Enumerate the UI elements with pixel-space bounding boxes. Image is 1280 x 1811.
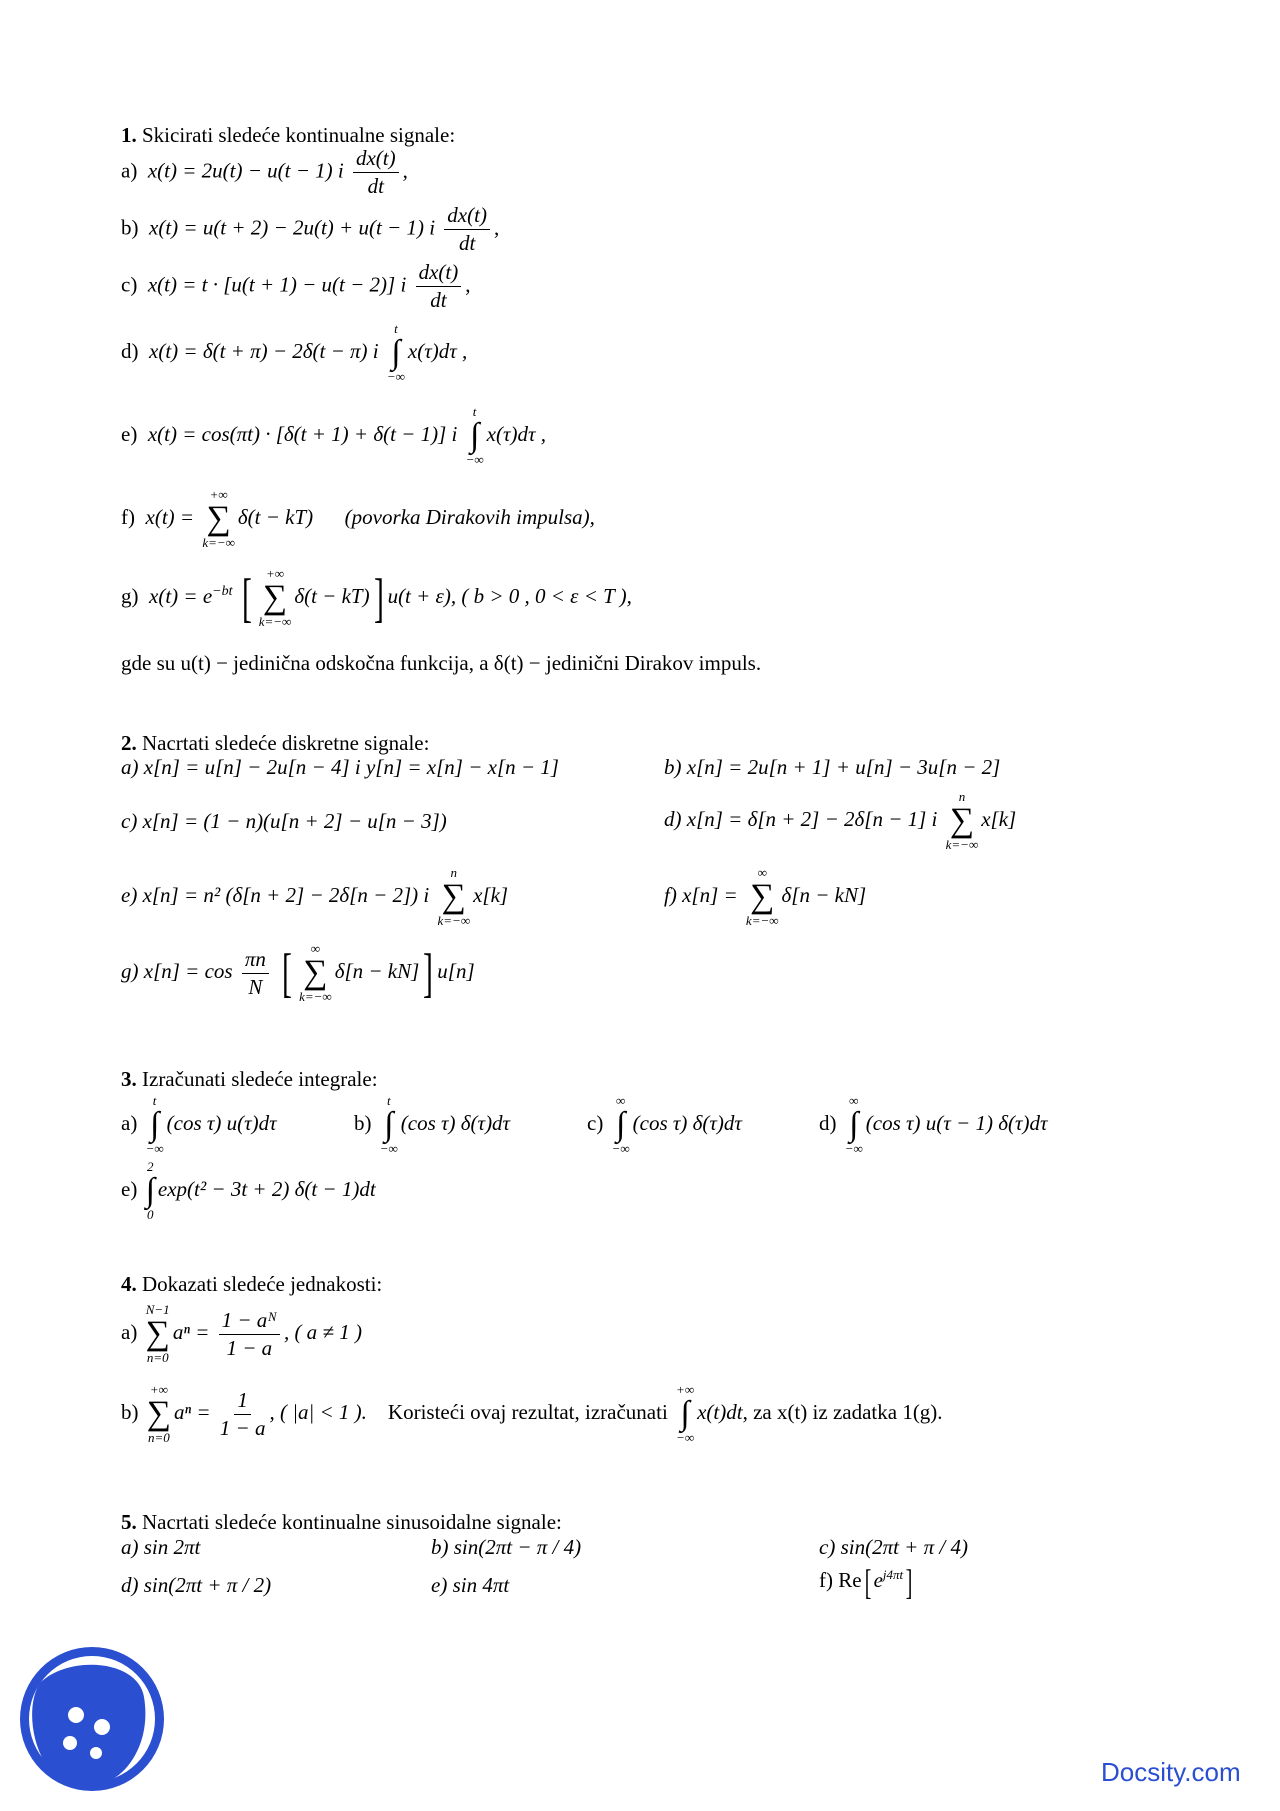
docsity-brand-text[interactable]: Docsity.com <box>1101 1757 1241 1787</box>
docsity-logo-icon <box>18 1645 166 1793</box>
problem-5-heading: 5. Nacrtati sledeće kontinualne sinusoidalne signale: <box>121 1510 562 1534</box>
problem-4b: b) +∞ ∑ n=0 aⁿ = $\frac{1}{1 - a}$ , ( |a| < 1 ). Koristeći ovaj rezultat, izračunati +∞ ∫ −∞ x(t)dt, za x(t) iz zadatka 1(g). <box>121 1382 943 1446</box>
problem-1b: b) x(t) = u(t + 2) − 2u(t) + u(t − 1) i $\frac{dx(t)}{dt}$ , <box>121 203 500 255</box>
problem-3e: e) 2 ∫ 0 exp(t² − 3t + 2) δ(t − 1)dt <box>121 1159 376 1223</box>
problem-1-footnote: gde su u(t) − jedinična odskočna funkcija, a δ(t) − jedinični Dirakov impuls. <box>121 651 762 675</box>
problem-2c: c) x[n] = (1 − n)(u[n + 2] − u[n − 3]) <box>121 809 447 833</box>
problem-5f: f) Re[ $e^{j4\pi t}$] <box>819 1562 913 1602</box>
problem-1g: g) $x(t) = e^{-bt}$ [ +∞ ∑ k=−∞ δ(t − kT)] u(t + ε), ( b > 0 , 0 < ε < T ), <box>121 566 632 630</box>
problem-4a: a) N−1 ∑ n=0 aⁿ = $\frac{\text{1 − aᴺ}}{1 - a}$ , ( a ≠ 1 ) <box>121 1302 362 1366</box>
problem-3-heading: 3. Izračunati sledeće integrale: <box>121 1067 378 1091</box>
problem-1e: e) x(t) = cos(πt) · [δ(t + 1) + δ(t − 1)] i t ∫ −∞ x(τ)dτ , <box>121 404 546 468</box>
problem-2g: g) x[n] = cos $\frac{\pi n}{N}$ [ ∞ ∑ k=−∞ δ[n − kN]] u[n] <box>121 941 475 1005</box>
problem-5d: d) sin(2πt + π / 2) <box>121 1573 272 1597</box>
problem-2-heading: 2. Nacrtati sledeće diskretne signale: <box>121 731 430 755</box>
problem-3a: a) t ∫ −∞ (cos τ) u(τ)dτ <box>121 1093 277 1157</box>
problem-1-heading: 1. Skicirati sledeće kontinualne signale: <box>121 123 456 147</box>
problem-5b: b) sin(2πt − π / 4) <box>431 1535 582 1559</box>
problem-1a: a) x(t) = 2u(t) − u(t − 1) i $\frac{dx(t)}{dt}$ , <box>121 146 408 198</box>
problem-5e: e) sin 4πt <box>431 1573 510 1597</box>
problem-2a: a) x[n] = u[n] − 2u[n − 4] i y[n] = x[n] − x[n − 1] <box>121 755 559 779</box>
problem-3d: d) ∞ ∫ −∞ (cos τ) u(τ − 1) δ(τ)dτ <box>819 1093 1048 1157</box>
problem-2d: d) x[n] = δ[n + 2] − 2δ[n − 1] i n ∑ k=−∞ x[k] <box>664 789 1017 853</box>
problem-1d: d) x(t) = δ(t + π) − 2δ(t − π) i t ∫ −∞ x(τ)dτ , <box>121 321 468 385</box>
problem-1f: f) x(t) = +∞ ∑ k=−∞ δ(t − kT) (povorka Dirakovih impulsa), <box>121 487 595 551</box>
problem-3b: b) t ∫ −∞ (cos τ) δ(τ)dτ <box>354 1093 511 1157</box>
problem-3c: c) ∞ ∫ −∞ (cos τ) δ(τ)dτ <box>587 1093 742 1157</box>
problem-4-heading: 4. Dokazati sledeće jednakosti: <box>121 1272 383 1296</box>
problem-1c: c) x(t) = t · [u(t + 1) − u(t − 2)] i $\frac{dx(t)}{dt}$ , <box>121 260 471 312</box>
problem-2e: e) x[n] = n² (δ[n + 2] − 2δ[n − 2]) i n ∑ k=−∞ x[k] <box>121 865 509 929</box>
problem-2f: f) x[n] = ∞ ∑ k=−∞ δ[n − kN] <box>664 865 867 929</box>
problem-5c: c) sin(2πt + π / 4) <box>819 1535 968 1559</box>
problem-2b: b) x[n] = 2u[n + 1] + u[n] − 3u[n − 2] <box>664 755 1001 779</box>
problem-5a: a) sin 2πt <box>121 1535 201 1559</box>
